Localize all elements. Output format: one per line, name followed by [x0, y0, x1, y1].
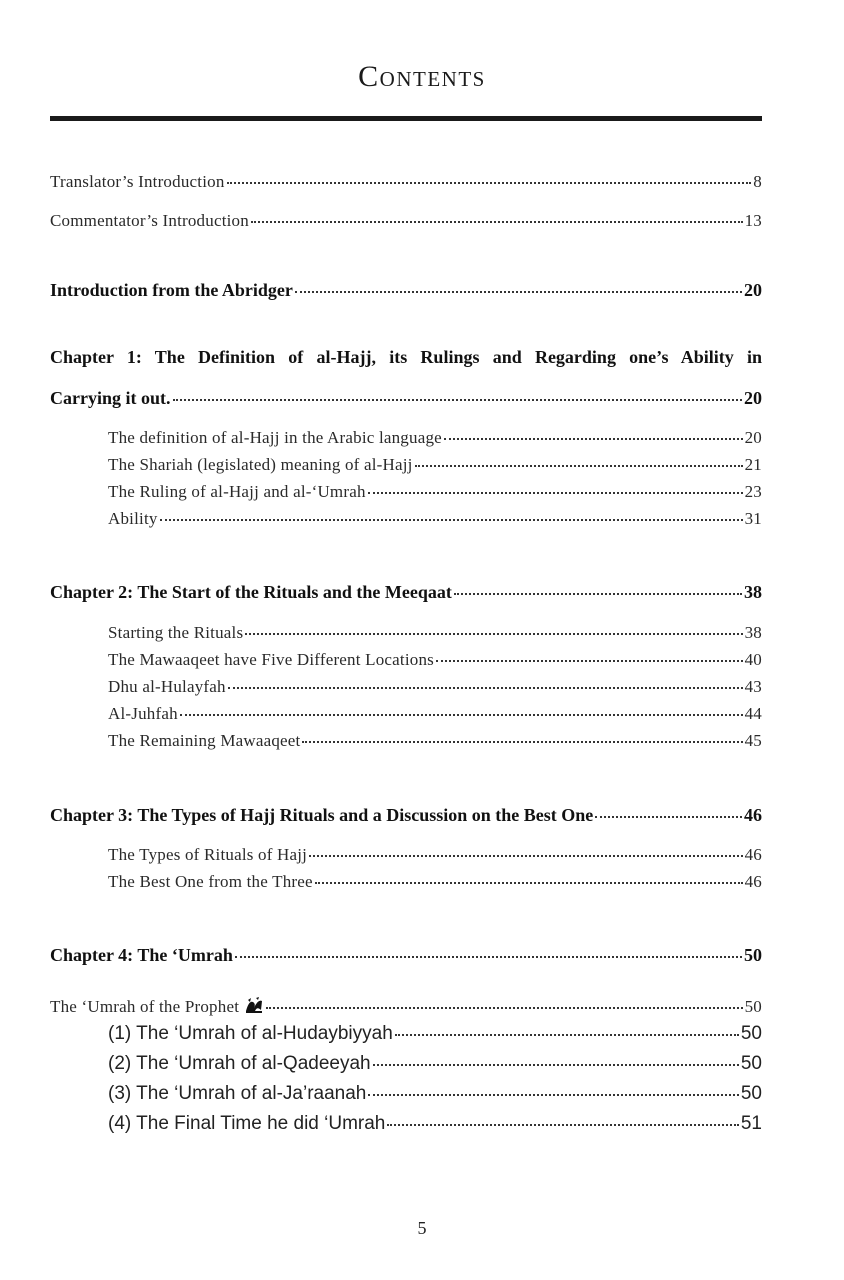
toc-subentry[interactable]: [108, 455, 762, 475]
toc-subentry[interactable]: [108, 623, 762, 643]
title-rule: [50, 116, 762, 121]
toc-entry-page: 38: [744, 623, 762, 642]
toc-entry-page: 51: [740, 1113, 762, 1134]
toc-entry-page: 38: [744, 582, 762, 602]
dot-leader: [245, 632, 742, 635]
toc-subentry[interactable]: [108, 731, 762, 751]
dot-leader: [295, 290, 742, 293]
toc-entry-label: (3) The ‘Umrah of al-Ja’raanah: [108, 1083, 367, 1104]
dot-leader: [415, 464, 743, 467]
toc-subentry[interactable]: [108, 482, 762, 502]
toc-entry[interactable]: [50, 388, 762, 409]
toc-entry-label: Commentator’s Introduction: [50, 211, 249, 230]
dot-leader: [387, 1123, 738, 1126]
page-title: Contents: [358, 60, 486, 93]
toc-subentry[interactable]: [108, 704, 762, 724]
dot-leader: [368, 1093, 738, 1096]
toc-subentry[interactable]: [108, 650, 762, 670]
toc-entry-label: Translator’s Introduction: [50, 172, 225, 191]
toc-entry-label: The Shariah (legislated) meaning of al-Hajj: [108, 455, 413, 474]
toc-entry-page: 21: [744, 455, 762, 474]
dot-leader: [454, 592, 742, 595]
toc-entry[interactable]: [50, 172, 762, 192]
dot-leader: [368, 491, 743, 494]
dot-leader: [228, 686, 743, 689]
dot-leader: [373, 1063, 739, 1066]
toc-entry-page: 44: [744, 704, 762, 723]
toc-entry-label: The Types of Rituals of Hajj: [108, 845, 308, 864]
toc-subentry[interactable]: [108, 1053, 762, 1075]
dot-leader: [251, 220, 743, 223]
toc-entry-page: 13: [744, 211, 762, 230]
toc-entry-label: [50, 996, 264, 1017]
toc-entry[interactable]: [50, 805, 762, 826]
toc-entry-page: 20: [744, 388, 762, 408]
toc-entry-label-text: The ‘Umrah of the Prophet: [50, 997, 240, 1016]
toc-entry-page: 46: [744, 872, 762, 891]
toc-subentry[interactable]: [108, 845, 762, 865]
toc-entry-label: The definition of al-Hajj in the Arabic language: [108, 428, 442, 447]
toc-entry-page: 50: [744, 945, 762, 965]
toc-entry[interactable]: [50, 582, 762, 603]
toc-entry[interactable]: [50, 945, 762, 966]
toc-entry-label: The Ruling of al-Hajj and al-‘Umrah: [108, 482, 366, 501]
dot-leader: [436, 659, 743, 662]
dot-leader: [173, 398, 743, 401]
toc-entry-page: 46: [744, 845, 762, 864]
toc-entry[interactable]: [50, 280, 762, 301]
toc-entry-label: Chapter 2: The Start of the Rituals and the Meeqaat: [50, 582, 452, 602]
toc-entry-page: 50: [740, 1083, 762, 1104]
dot-leader: [227, 181, 752, 184]
dot-leader: [444, 437, 743, 440]
dot-leader: [266, 1006, 743, 1009]
toc-entry-label: (1) The ‘Umrah of al-Hudaybiyyah: [108, 1023, 393, 1044]
toc-entry[interactable]: [50, 996, 762, 1017]
toc-entry-page: 50: [740, 1023, 762, 1044]
toc-entry-page: 50: [744, 997, 762, 1016]
toc-entry-page: 23: [744, 482, 762, 501]
toc-subentry[interactable]: [108, 509, 762, 529]
toc-entry-page: 45: [744, 731, 762, 750]
toc-subentry[interactable]: [108, 1023, 762, 1045]
toc-entry-label: The Best One from the Three: [108, 872, 313, 891]
toc-entry-label: Al-Juhfah: [108, 704, 178, 723]
toc-entry-label: Chapter 4: The ‘Umrah: [50, 945, 233, 965]
toc-subentry[interactable]: [108, 872, 762, 892]
toc-entry-page: 31: [744, 509, 762, 528]
toc-subentry[interactable]: [108, 1113, 762, 1135]
toc-entry-label: Dhu al-Hulayfah: [108, 677, 226, 696]
toc-entry-page: 20: [744, 428, 762, 447]
toc-entry-label: Introduction from the Abridger: [50, 280, 293, 300]
toc-entry-page: 20: [744, 280, 762, 300]
toc-entry-page: 50: [740, 1053, 762, 1074]
toc-entry-label: Carrying it out.: [50, 388, 171, 408]
toc-subentry[interactable]: [108, 677, 762, 697]
dot-leader: [315, 881, 743, 884]
dot-leader: [302, 740, 742, 743]
dot-leader: [180, 713, 743, 716]
dot-leader: [235, 955, 742, 958]
toc-entry-label: The Remaining Mawaaqeet: [108, 731, 301, 750]
toc-subentry[interactable]: [108, 1083, 762, 1105]
chapter-1-heading-line1: Chapter 1: The Definition of al-Hajj, its Rulings and Regarding one’s Ability in: [50, 347, 762, 367]
toc-entry-label: Chapter 3: The Types of Hajj Rituals and a Discussion on the Best One: [50, 805, 594, 825]
toc-entry[interactable]: [50, 211, 762, 231]
toc-entry-page: 8: [753, 172, 762, 191]
toc-entry-page: 46: [744, 805, 762, 825]
toc-subentry[interactable]: [108, 428, 762, 448]
toc-entry-label: The Mawaaqeet have Five Different Locations: [108, 650, 434, 669]
dot-leader: [395, 1033, 739, 1036]
toc-entry-page: 43: [744, 677, 762, 696]
toc-entry-label: (4) The Final Time he did ‘Umrah: [108, 1113, 386, 1134]
toc-entry-label: (2) The ‘Umrah of al-Qadeeyah: [108, 1053, 371, 1074]
dot-leader: [160, 518, 743, 521]
toc-entry-page: 40: [744, 650, 762, 669]
toc-entry-label: Ability: [108, 509, 158, 528]
arabic-salutation-icon: [244, 996, 264, 1014]
dot-leader: [309, 854, 743, 857]
dot-leader: [595, 815, 742, 818]
toc-entry-label: Starting the Rituals: [108, 623, 244, 642]
page-number: 5: [417, 1218, 427, 1238]
